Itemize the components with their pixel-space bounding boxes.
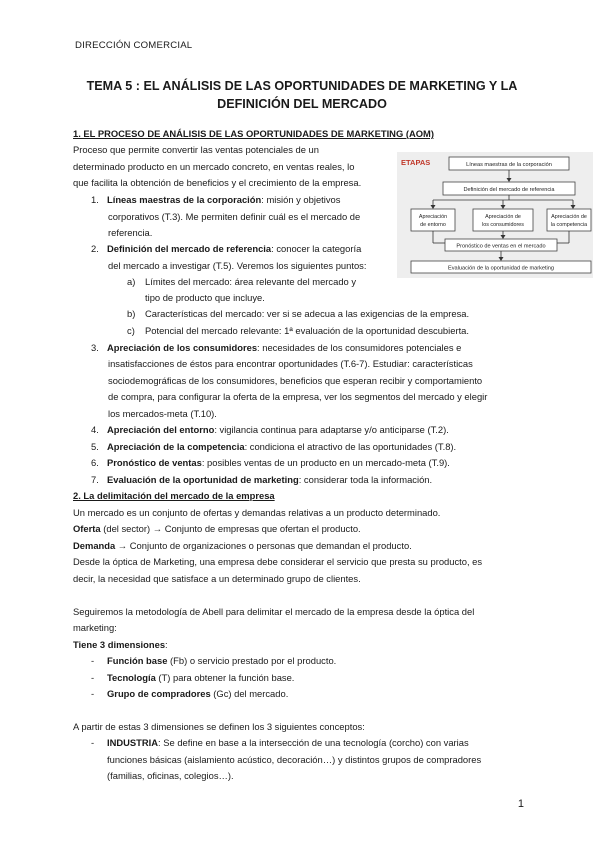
dash-text: (T) para obtener la función base. bbox=[155, 672, 295, 683]
list-item bbox=[91, 242, 361, 255]
list-term: Apreciación del entorno bbox=[107, 424, 215, 435]
list-number: 5. bbox=[91, 441, 99, 452]
diagram-box-definicion-label: Definición del mercado de referencia bbox=[463, 187, 555, 193]
dash-term: INDUSTRIA bbox=[107, 737, 159, 748]
list-item-cont: del mercado a investigar (T.5). Veremos los siguientes puntos: bbox=[108, 260, 367, 271]
diagram-box-consumidores-label: Apreciación de bbox=[485, 214, 521, 220]
list-desc: : vigilancia continua para adaptarse y/o anticiparse (T.2). bbox=[214, 424, 449, 435]
list-term: Pronóstico de ventas bbox=[107, 457, 202, 468]
paragraph: Seguiremos la metodología de Abell para delimitar el mercado de la empresa desde la óptica del bbox=[73, 606, 475, 617]
paragraph: decir, la necesidad que satisface a un determinado grupo de clientes. bbox=[73, 573, 361, 584]
paragraph: marketing: bbox=[73, 622, 117, 633]
list-item-cont: de compra, para configurar la oferta de la empresa, ver los segmentos del mercado y elegir bbox=[108, 391, 488, 402]
section-1-heading: 1. EL PROCESO DE ANÁLISIS DE LAS OPORTUNIDADES DE MARKETING (AOM) bbox=[73, 128, 434, 139]
list-desc: : necesidades de los consumidores potenciales e bbox=[257, 342, 462, 353]
list-term: Apreciación de la competencia bbox=[107, 441, 245, 452]
definition-oferta bbox=[73, 522, 361, 535]
dimensions-intro bbox=[73, 638, 168, 651]
list-item bbox=[91, 440, 456, 453]
diagram-box-pronostico-label: Pronóstico de ventas en el mercado bbox=[456, 243, 546, 250]
title-line-2: DEFINICIÓN DEL MERCADO bbox=[217, 97, 387, 112]
intro-line: que facilita la obtención de beneficios y el crecimiento de la empresa. bbox=[73, 177, 362, 188]
diagram-arrowhead bbox=[501, 235, 506, 239]
list-number: 3. bbox=[91, 342, 99, 353]
diagram-arrowhead bbox=[571, 205, 576, 209]
diagram-box-entorno-label: Apreciación bbox=[418, 214, 448, 220]
definition-text: (del sector) → Conjunto de empresas que ofertan el producto. bbox=[100, 523, 361, 534]
dash-bullet: - bbox=[91, 655, 95, 666]
diagram-arrowhead bbox=[499, 257, 504, 261]
list-number: 4. bbox=[91, 424, 99, 435]
paragraph: Desde la óptica de Marketing, una empresa debe considerar el servicio que presta su producto, es bbox=[73, 556, 483, 567]
list-term: Líneas maestras de la corporación bbox=[107, 194, 262, 205]
definition-term: Demanda bbox=[73, 540, 116, 551]
definition-demanda bbox=[73, 539, 412, 552]
list-item bbox=[91, 193, 340, 206]
list-item-cont: sociodemográficas de los consumidores, beneficios que esperan recibir y comportamiento bbox=[108, 375, 483, 386]
list-number: 6. bbox=[91, 457, 99, 468]
list-item-cont: corporativos (T.3). Me permiten definir cuál es el mercado de bbox=[108, 211, 361, 222]
list-desc: : misión y objetivos bbox=[261, 194, 341, 205]
diagram-arrowhead bbox=[501, 205, 506, 209]
diagram-arrowhead bbox=[431, 205, 436, 209]
list-item bbox=[91, 473, 432, 486]
list-item bbox=[91, 423, 449, 436]
dash-text: (Gc) del mercado. bbox=[210, 688, 289, 699]
diagram-box-evaluacion-label: Evaluación de la oportunidad de marketing bbox=[447, 265, 555, 272]
page-title bbox=[60, 77, 544, 114]
dash-term: Grupo de compradores bbox=[107, 688, 211, 699]
definition-text: → Conjunto de organizaciones o personas que demandan el producto. bbox=[115, 540, 412, 551]
list-desc: : posibles ventas de un producto en un mercado-meta (T.9). bbox=[201, 457, 450, 468]
diagram-box-competencia-label: Apreciación de bbox=[551, 214, 587, 220]
list-item-cont: insatisfacciones de éstos para encontrar oportunidades (T.6-7). Estudiar: características bbox=[108, 358, 473, 369]
dash-item bbox=[91, 687, 288, 700]
list-term: Definición del mercado de referencia bbox=[107, 243, 272, 254]
title-line-1: TEMA 5 : EL ANÁLISIS DE LAS OPORTUNIDADES DE MARKETING Y LA bbox=[86, 79, 518, 93]
list-desc: : condiciona el atractivo de las oportunidades (T.8). bbox=[244, 441, 457, 452]
dash-term: Tecnología bbox=[107, 672, 156, 683]
dash-text: : Se define en base a la intersección de una tecnología (corcho) con varias bbox=[158, 737, 469, 748]
list-desc: : considerar toda la información. bbox=[298, 474, 433, 485]
dash-item-cont: (familias, oficinas, colegios…). bbox=[107, 770, 234, 781]
sub-item-text: Límites del mercado: área relevante del mercado y bbox=[145, 276, 357, 287]
diagram-box-lineas-label: Líneas maestras de la corporación bbox=[466, 162, 552, 168]
page-number: 1 bbox=[517, 798, 524, 810]
list-item-cont: referencia. bbox=[108, 227, 153, 238]
diagram-box-entorno-label: de entorno bbox=[420, 222, 446, 228]
list-number: 2. bbox=[91, 243, 99, 254]
dash-bullet: - bbox=[91, 672, 95, 683]
dash-term: Función base bbox=[107, 655, 168, 666]
sub-item-letter: a) bbox=[127, 276, 136, 287]
paragraph: A partir de estas 3 dimensiones se definen los 3 siguientes conceptos: bbox=[73, 721, 365, 732]
dimensions-colon: : bbox=[165, 639, 168, 650]
dash-text: (Fb) o servicio prestado por el producto. bbox=[167, 655, 337, 666]
paragraph: Un mercado es un conjunto de ofertas y demandas relativas a un producto determinado. bbox=[73, 507, 441, 518]
sub-item-text: Características del mercado: ver si se adecua a las exigencias de la empresa. bbox=[145, 308, 470, 319]
diagram-box-consumidores-label: los consumidores bbox=[482, 222, 524, 228]
intro-line: determinado producto en un mercado concreto, en ventas reales, lo bbox=[73, 161, 355, 172]
dash-item bbox=[91, 671, 294, 684]
list-number: 1. bbox=[91, 194, 99, 205]
dash-item bbox=[91, 654, 336, 667]
dash-item bbox=[91, 736, 469, 749]
dimensions-term: Tiene 3 dimensiones bbox=[73, 639, 166, 650]
dash-bullet: - bbox=[91, 737, 95, 748]
diagram-etapas-label: ETAPAS bbox=[401, 158, 431, 167]
intro-line: Proceso que permite convertir las ventas potenciales de un bbox=[73, 144, 319, 155]
list-number: 7. bbox=[91, 474, 99, 485]
sub-item-text: Potencial del mercado relevante: 1ª evaluación de la oportunidad descubierta. bbox=[145, 325, 469, 336]
sub-item-text: tipo de producto que incluye. bbox=[145, 292, 265, 303]
dash-bullet: - bbox=[91, 688, 95, 699]
section-2-heading: 2. La delimitación del mercado de la empresa bbox=[73, 490, 275, 501]
aom-stages-diagram bbox=[397, 152, 593, 278]
running-header: DIRECCIÓN COMERCIAL bbox=[75, 40, 193, 51]
sub-item-letter: b) bbox=[127, 308, 136, 319]
diagram-arrowhead bbox=[507, 178, 512, 182]
list-term: Apreciación de los consumidores bbox=[107, 342, 258, 353]
definition-term: Oferta bbox=[73, 523, 101, 534]
list-item-cont: los mercados-meta (T.10). bbox=[108, 408, 217, 419]
list-item bbox=[91, 456, 450, 469]
list-desc: : conocer la categoría bbox=[271, 243, 362, 254]
diagram-box-competencia-label: la competencia bbox=[550, 222, 588, 228]
sub-item-letter: c) bbox=[127, 325, 135, 336]
list-term: Evaluación de la oportunidad de marketing bbox=[107, 474, 299, 485]
dash-item-cont: funciones básicas (aislamiento acústico, decoración…) y distintos grupos de compradores bbox=[107, 754, 482, 765]
list-item bbox=[91, 341, 461, 354]
